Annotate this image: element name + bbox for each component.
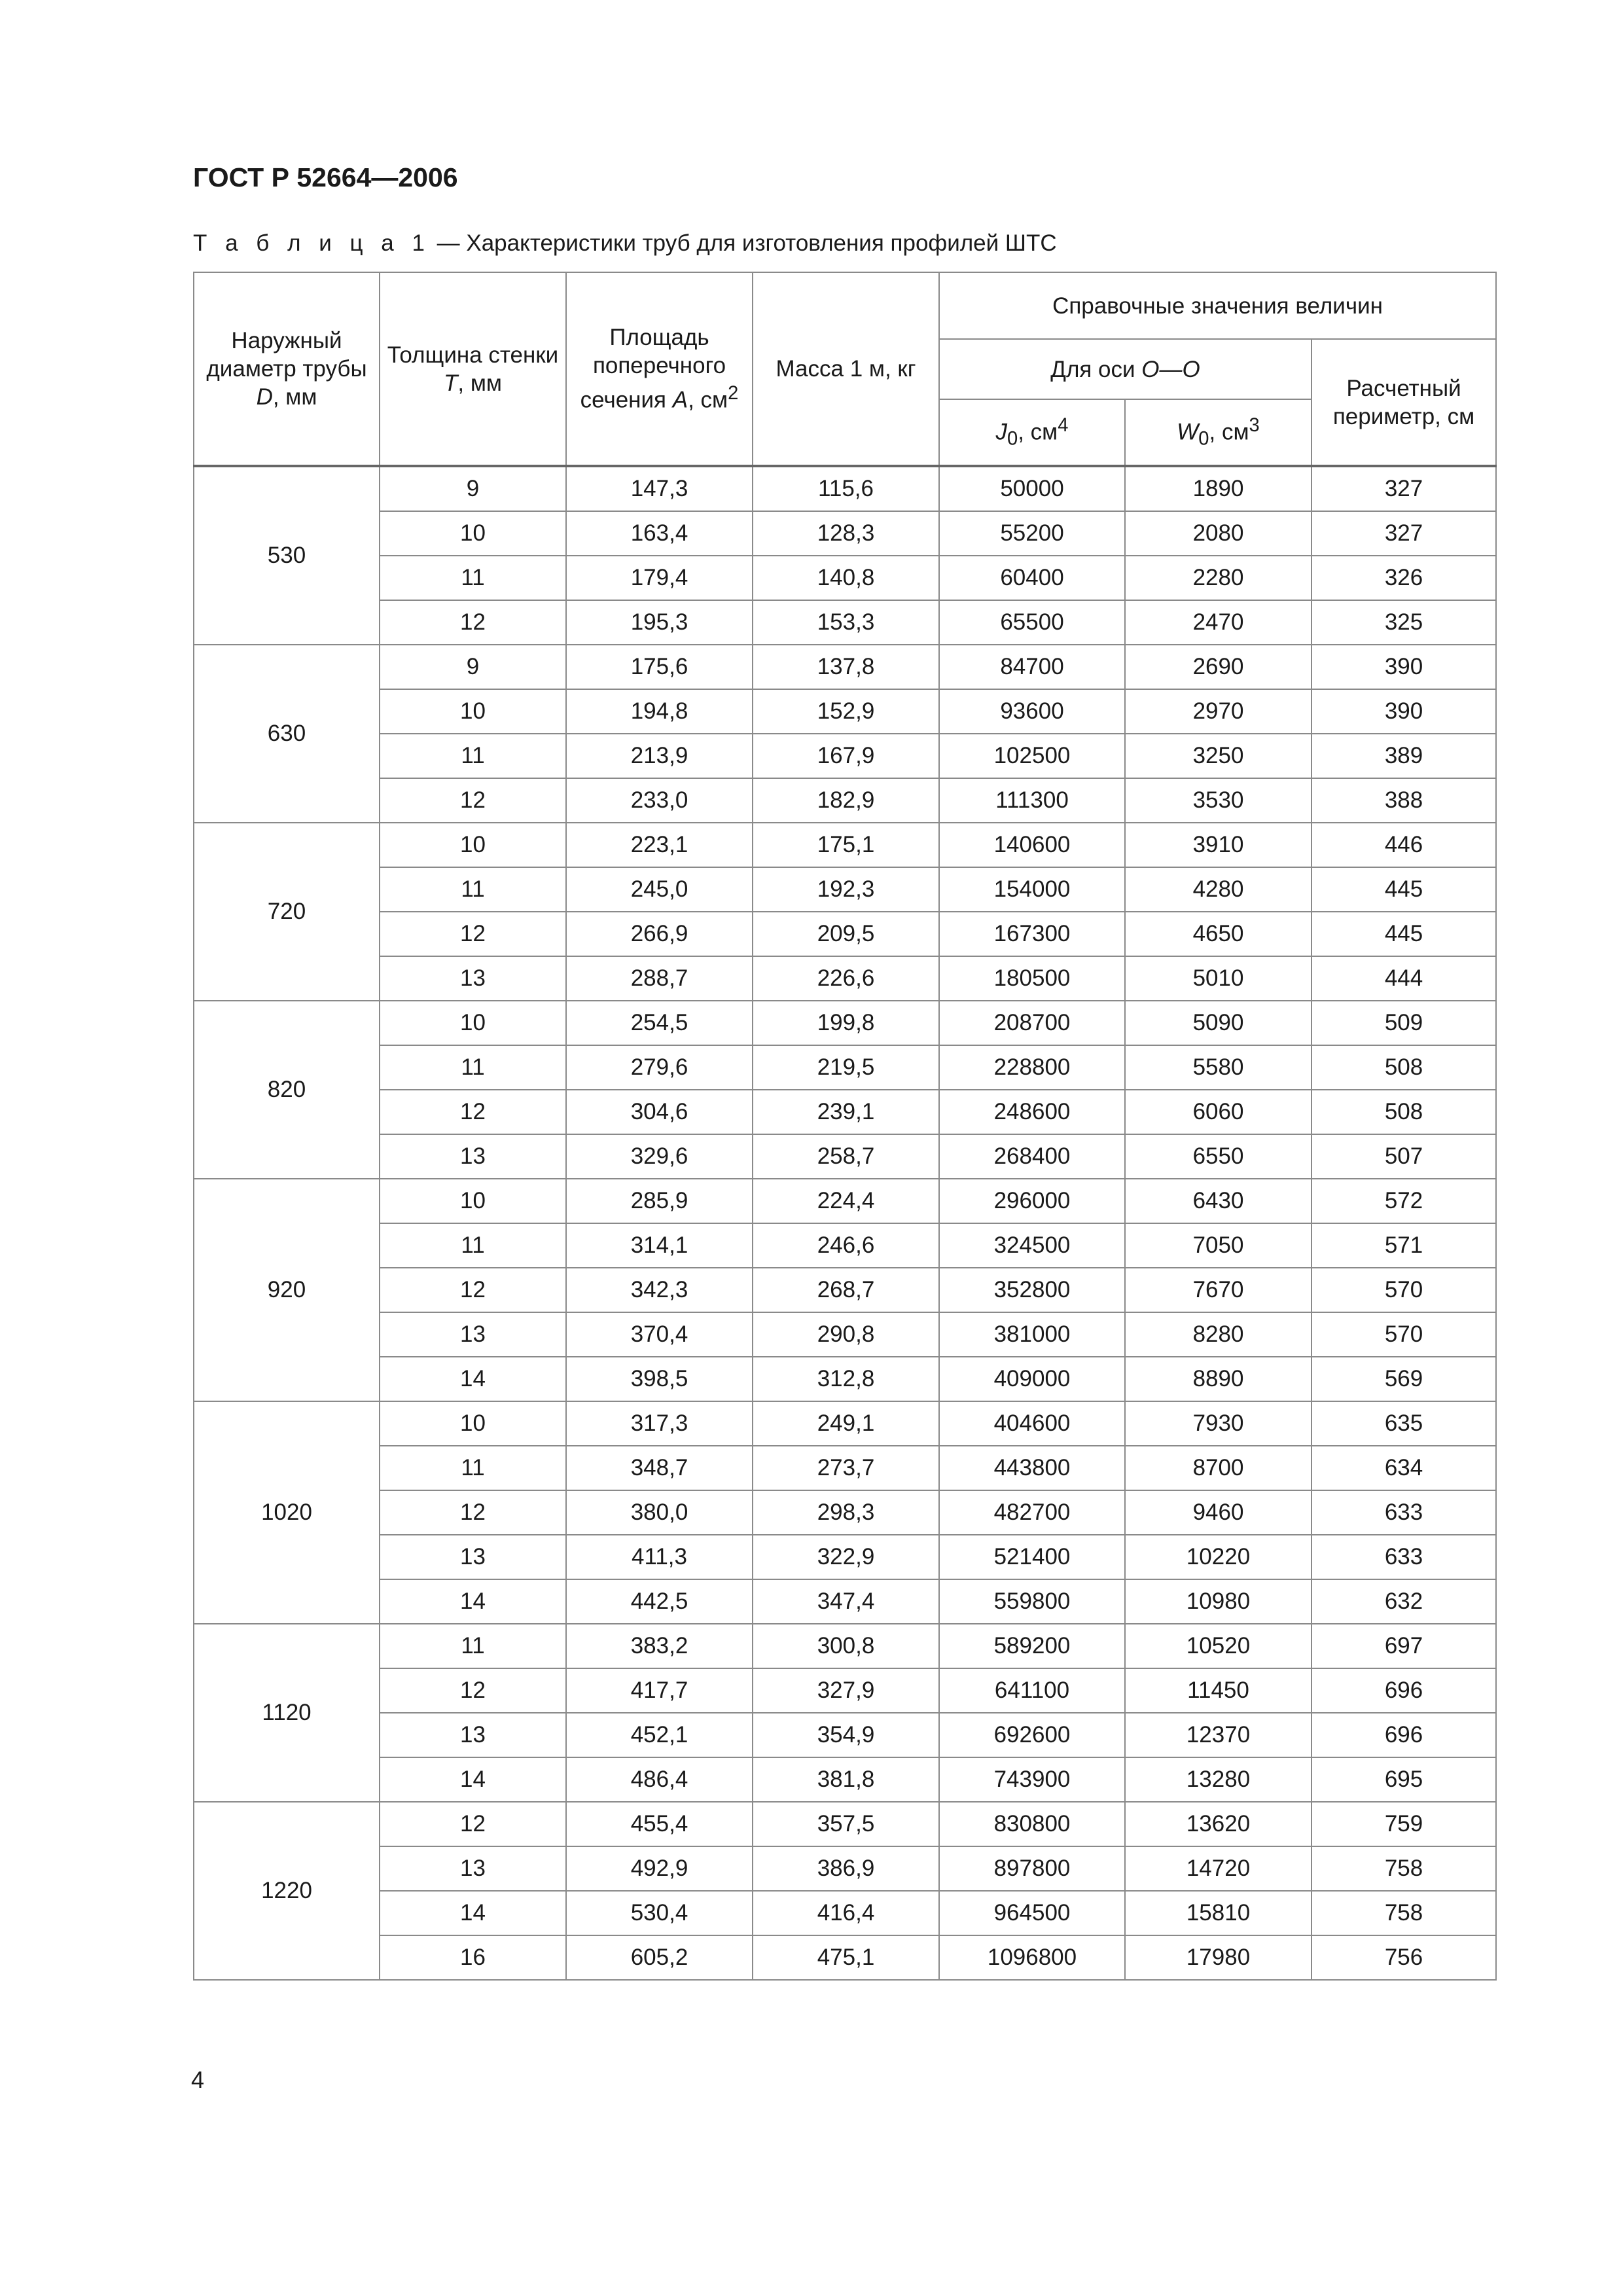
cell-j0: 180500 [939,956,1125,1001]
cell-thickness: 14 [380,1579,566,1624]
cell-w0: 6550 [1125,1134,1311,1179]
cell-thickness: 11 [380,1446,566,1490]
cell-thickness: 13 [380,1134,566,1179]
cell-mass: 416,4 [753,1891,939,1935]
cell-j0: 559800 [939,1579,1125,1624]
cell-w0: 9460 [1125,1490,1311,1535]
cell-thickness: 12 [380,1490,566,1535]
cell-diameter: 1220 [194,1802,380,1980]
cell-area: 348,7 [566,1446,753,1490]
cell-area: 411,3 [566,1535,753,1579]
cell-w0: 1890 [1125,466,1311,511]
cell-thickness: 9 [380,466,566,511]
cell-w0: 8280 [1125,1312,1311,1357]
cell-perimeter: 635 [1311,1401,1496,1446]
cell-thickness: 12 [380,1668,566,1713]
cell-w0: 10220 [1125,1535,1311,1579]
header-moment-of-inertia: $J_0$, $см^4$ [939,399,1125,466]
cell-perimeter: 758 [1311,1891,1496,1935]
cell-thickness: 10 [380,1401,566,1446]
cell-mass: 327,9 [753,1668,939,1713]
cell-area: 455,4 [566,1802,753,1846]
table-row [194,1668,1496,1713]
cell-perimeter: 390 [1311,645,1496,689]
cell-area: 530,4 [566,1891,753,1935]
header-reference-values: Справочные значения величин [939,272,1496,339]
table-row [194,1357,1496,1401]
cell-j0: 268400 [939,1134,1125,1179]
cell-w0: 5090 [1125,1001,1311,1045]
cell-area: 147,3 [566,466,753,511]
cell-j0: 248600 [939,1090,1125,1134]
cell-mass: 199,8 [753,1001,939,1045]
cell-w0: 7930 [1125,1401,1311,1446]
cell-j0: 521400 [939,1535,1125,1579]
cell-w0: 8890 [1125,1357,1311,1401]
cell-mass: 224,4 [753,1179,939,1223]
header-axis-group: Для оси O—O [939,339,1311,399]
cell-thickness: 13 [380,1312,566,1357]
cell-perimeter: 696 [1311,1713,1496,1757]
cell-area: 317,3 [566,1401,753,1446]
cell-j0: 154000 [939,867,1125,912]
cell-area: 223,1 [566,823,753,867]
cell-w0: 14720 [1125,1846,1311,1891]
cell-diameter: 530 [194,466,380,645]
cell-thickness: 14 [380,1757,566,1802]
cell-mass: 182,9 [753,778,939,823]
cell-j0: 167300 [939,912,1125,956]
cell-thickness: 12 [380,912,566,956]
cell-j0: 228800 [939,1045,1125,1090]
cell-perimeter: 696 [1311,1668,1496,1713]
cell-thickness: 10 [380,1179,566,1223]
cell-area: 175,6 [566,645,753,689]
cell-mass: 312,8 [753,1357,939,1401]
cell-w0: 2470 [1125,600,1311,645]
cell-mass: 268,7 [753,1268,939,1312]
header-mass: Масса 1 м, кг [753,272,939,466]
cell-w0: 15810 [1125,1891,1311,1935]
table-row [194,1624,1496,1668]
cell-thickness: 10 [380,823,566,867]
cell-j0: 208700 [939,1001,1125,1045]
cell-area: 304,6 [566,1090,753,1134]
cell-mass: 273,7 [753,1446,939,1490]
cell-j0: 964500 [939,1891,1125,1935]
table-row [194,1446,1496,1490]
table-row [194,778,1496,823]
cell-diameter: 630 [194,645,380,823]
cell-area: 442,5 [566,1579,753,1624]
cell-perimeter: 327 [1311,466,1496,511]
cell-perimeter: 759 [1311,1802,1496,1846]
table-row [194,1579,1496,1624]
table-row [194,1535,1496,1579]
cell-perimeter: 327 [1311,511,1496,556]
table-row [194,556,1496,600]
cell-thickness: 12 [380,1090,566,1134]
cell-perimeter: 756 [1311,1935,1496,1980]
table-caption-label: Т а б л и ц а 1 [193,230,431,256]
cell-perimeter: 446 [1311,823,1496,867]
cell-area: 285,9 [566,1179,753,1223]
table-row [194,1757,1496,1802]
cell-perimeter: 569 [1311,1357,1496,1401]
cell-perimeter: 697 [1311,1624,1496,1668]
cell-thickness: 13 [380,956,566,1001]
cell-j0: 55200 [939,511,1125,556]
table-row [194,956,1496,1001]
table-row [194,1713,1496,1757]
cell-w0: 12370 [1125,1713,1311,1757]
table-row [194,1802,1496,1846]
cell-thickness: 13 [380,1846,566,1891]
table-header [194,272,1496,466]
cell-thickness: 11 [380,556,566,600]
cell-perimeter: 633 [1311,1535,1496,1579]
cell-w0: 4280 [1125,867,1311,912]
cell-w0: 2970 [1125,689,1311,734]
cell-area: 288,7 [566,956,753,1001]
pipe-characteristics-table [193,272,1497,1981]
cell-mass: 249,1 [753,1401,939,1446]
cell-j0: 830800 [939,1802,1125,1846]
cell-area: 329,6 [566,1134,753,1179]
table-row [194,1223,1496,1268]
cell-w0: 3250 [1125,734,1311,778]
cell-mass: 246,6 [753,1223,939,1268]
cell-w0: 13280 [1125,1757,1311,1802]
cell-thickness: 12 [380,1802,566,1846]
cell-diameter: 1020 [194,1401,380,1624]
table-row [194,1179,1496,1223]
cell-j0: 296000 [939,1179,1125,1223]
cell-j0: 93600 [939,689,1125,734]
cell-area: 605,2 [566,1935,753,1980]
cell-area: 213,9 [566,734,753,778]
cell-mass: 175,1 [753,823,939,867]
cell-mass: 258,7 [753,1134,939,1179]
cell-area: 383,2 [566,1624,753,1668]
cell-j0: 692600 [939,1713,1125,1757]
header-wall-thickness: Толщина стенки T, мм [380,272,566,466]
cell-thickness: 10 [380,1001,566,1045]
cell-j0: 404600 [939,1401,1125,1446]
cell-mass: 226,6 [753,956,939,1001]
cell-area: 342,3 [566,1268,753,1312]
cell-perimeter: 445 [1311,867,1496,912]
cell-perimeter: 570 [1311,1268,1496,1312]
cell-thickness: 10 [380,511,566,556]
cell-area: 195,3 [566,600,753,645]
cell-j0: 409000 [939,1357,1125,1401]
cell-mass: 475,1 [753,1935,939,1980]
cell-mass: 128,3 [753,511,939,556]
cell-thickness: 9 [380,645,566,689]
cell-perimeter: 633 [1311,1490,1496,1535]
cell-thickness: 11 [380,867,566,912]
cell-mass: 137,8 [753,645,939,689]
cell-area: 314,1 [566,1223,753,1268]
cell-mass: 209,5 [753,912,939,956]
table-row [194,734,1496,778]
cell-mass: 239,1 [753,1090,939,1134]
cell-thickness: 11 [380,1624,566,1668]
cell-area: 492,9 [566,1846,753,1891]
document-code: ГОСТ Р 52664—2006 [193,162,458,192]
page-number: 4 [191,2066,205,2093]
header-section-modulus: $W_0$, $см^3$ [1125,399,1311,466]
cell-perimeter: 758 [1311,1846,1496,1891]
cell-w0: 13620 [1125,1802,1311,1846]
cell-w0: 6430 [1125,1179,1311,1223]
cell-w0: 7670 [1125,1268,1311,1312]
cell-thickness: 12 [380,778,566,823]
cell-diameter: 920 [194,1179,380,1401]
cell-j0: 381000 [939,1312,1125,1357]
cell-perimeter: 508 [1311,1045,1496,1090]
cell-j0: 140600 [939,823,1125,867]
cell-area: 245,0 [566,867,753,912]
table-caption-text: — Характеристики труб для изготовления профилей ШТС [430,230,1057,256]
cell-perimeter: 570 [1311,1312,1496,1357]
table-row [194,511,1496,556]
cell-area: 452,1 [566,1713,753,1757]
cell-j0: 443800 [939,1446,1125,1490]
cell-j0: 743900 [939,1757,1125,1802]
table-row [194,645,1496,689]
cell-mass: 290,8 [753,1312,939,1357]
cell-w0: 11450 [1125,1668,1311,1713]
cell-perimeter: 444 [1311,956,1496,1001]
cell-area: 254,5 [566,1001,753,1045]
cell-perimeter: 326 [1311,556,1496,600]
cell-perimeter: 572 [1311,1179,1496,1223]
cell-area: 486,4 [566,1757,753,1802]
cell-perimeter: 325 [1311,600,1496,645]
cell-mass: 357,5 [753,1802,939,1846]
table-row [194,1090,1496,1134]
table-row [194,1891,1496,1935]
cell-perimeter: 695 [1311,1757,1496,1802]
cell-perimeter: 390 [1311,689,1496,734]
table-row [194,600,1496,645]
cell-mass: 354,9 [753,1713,939,1757]
cell-mass: 322,9 [753,1535,939,1579]
cell-area: 279,6 [566,1045,753,1090]
cell-perimeter: 445 [1311,912,1496,956]
cell-thickness: 16 [380,1935,566,1980]
cell-area: 266,9 [566,912,753,956]
cell-perimeter: 634 [1311,1446,1496,1490]
cell-w0: 10980 [1125,1579,1311,1624]
cell-w0: 17980 [1125,1935,1311,1980]
cell-perimeter: 632 [1311,1579,1496,1624]
cell-j0: 111300 [939,778,1125,823]
cell-perimeter: 571 [1311,1223,1496,1268]
cell-diameter: 1120 [194,1624,380,1802]
cell-j0: 84700 [939,645,1125,689]
cell-j0: 324500 [939,1223,1125,1268]
cell-j0: 1096800 [939,1935,1125,1980]
cell-perimeter: 507 [1311,1134,1496,1179]
cell-thickness: 11 [380,1045,566,1090]
cell-perimeter: 389 [1311,734,1496,778]
cell-perimeter: 509 [1311,1001,1496,1045]
cell-area: 417,7 [566,1668,753,1713]
cell-w0: 10520 [1125,1624,1311,1668]
cell-w0: 6060 [1125,1090,1311,1134]
cell-w0: 3530 [1125,778,1311,823]
cell-diameter: 820 [194,1001,380,1179]
cell-area: 179,4 [566,556,753,600]
cell-w0: 2690 [1125,645,1311,689]
table-row [194,1401,1496,1446]
header-cross-section-area: Площадь поперечного сечения A, $см^2$ [566,272,753,466]
cell-w0: 5580 [1125,1045,1311,1090]
cell-area: 194,8 [566,689,753,734]
cell-mass: 219,5 [753,1045,939,1090]
cell-mass: 381,8 [753,1757,939,1802]
table-row [194,867,1496,912]
cell-thickness: 12 [380,600,566,645]
cell-area: 398,5 [566,1357,753,1401]
table-row [194,823,1496,867]
table-row [194,1134,1496,1179]
cell-j0: 102500 [939,734,1125,778]
cell-w0: 2080 [1125,511,1311,556]
header-perimeter: Расчетный периметр, см [1311,339,1496,466]
cell-thickness: 13 [380,1713,566,1757]
cell-w0: 3910 [1125,823,1311,867]
cell-j0: 897800 [939,1846,1125,1891]
table-row [194,689,1496,734]
cell-thickness: 10 [380,689,566,734]
cell-thickness: 14 [380,1357,566,1401]
table-row [194,1045,1496,1090]
table-row [194,1846,1496,1891]
cell-j0: 50000 [939,466,1125,511]
cell-area: 163,4 [566,511,753,556]
cell-mass: 167,9 [753,734,939,778]
cell-mass: 298,3 [753,1490,939,1535]
table-row [194,1490,1496,1535]
table-row [194,1935,1496,1980]
cell-thickness: 11 [380,1223,566,1268]
cell-j0: 482700 [939,1490,1125,1535]
cell-diameter: 720 [194,823,380,1001]
cell-j0: 65500 [939,600,1125,645]
cell-perimeter: 508 [1311,1090,1496,1134]
header-diameter: Наружный диаметр трубы D, мм [194,272,380,466]
table-caption [193,230,1057,257]
cell-area: 233,0 [566,778,753,823]
table-row [194,1312,1496,1357]
cell-mass: 152,9 [753,689,939,734]
cell-mass: 192,3 [753,867,939,912]
cell-w0: 2280 [1125,556,1311,600]
cell-mass: 300,8 [753,1624,939,1668]
cell-mass: 140,8 [753,556,939,600]
table-row [194,466,1496,511]
cell-w0: 4650 [1125,912,1311,956]
table-row [194,1001,1496,1045]
cell-mass: 153,3 [753,600,939,645]
table-row [194,912,1496,956]
cell-w0: 8700 [1125,1446,1311,1490]
cell-j0: 641100 [939,1668,1125,1713]
cell-thickness: 11 [380,734,566,778]
table-row [194,1268,1496,1312]
table-body [194,466,1496,1980]
cell-j0: 60400 [939,556,1125,600]
cell-mass: 386,9 [753,1846,939,1891]
cell-w0: 5010 [1125,956,1311,1001]
cell-area: 370,4 [566,1312,753,1357]
cell-mass: 347,4 [753,1579,939,1624]
cell-j0: 589200 [939,1624,1125,1668]
cell-w0: 7050 [1125,1223,1311,1268]
cell-thickness: 14 [380,1891,566,1935]
cell-area: 380,0 [566,1490,753,1535]
cell-thickness: 13 [380,1535,566,1579]
cell-j0: 352800 [939,1268,1125,1312]
cell-mass: 115,6 [753,466,939,511]
cell-perimeter: 388 [1311,778,1496,823]
cell-thickness: 12 [380,1268,566,1312]
